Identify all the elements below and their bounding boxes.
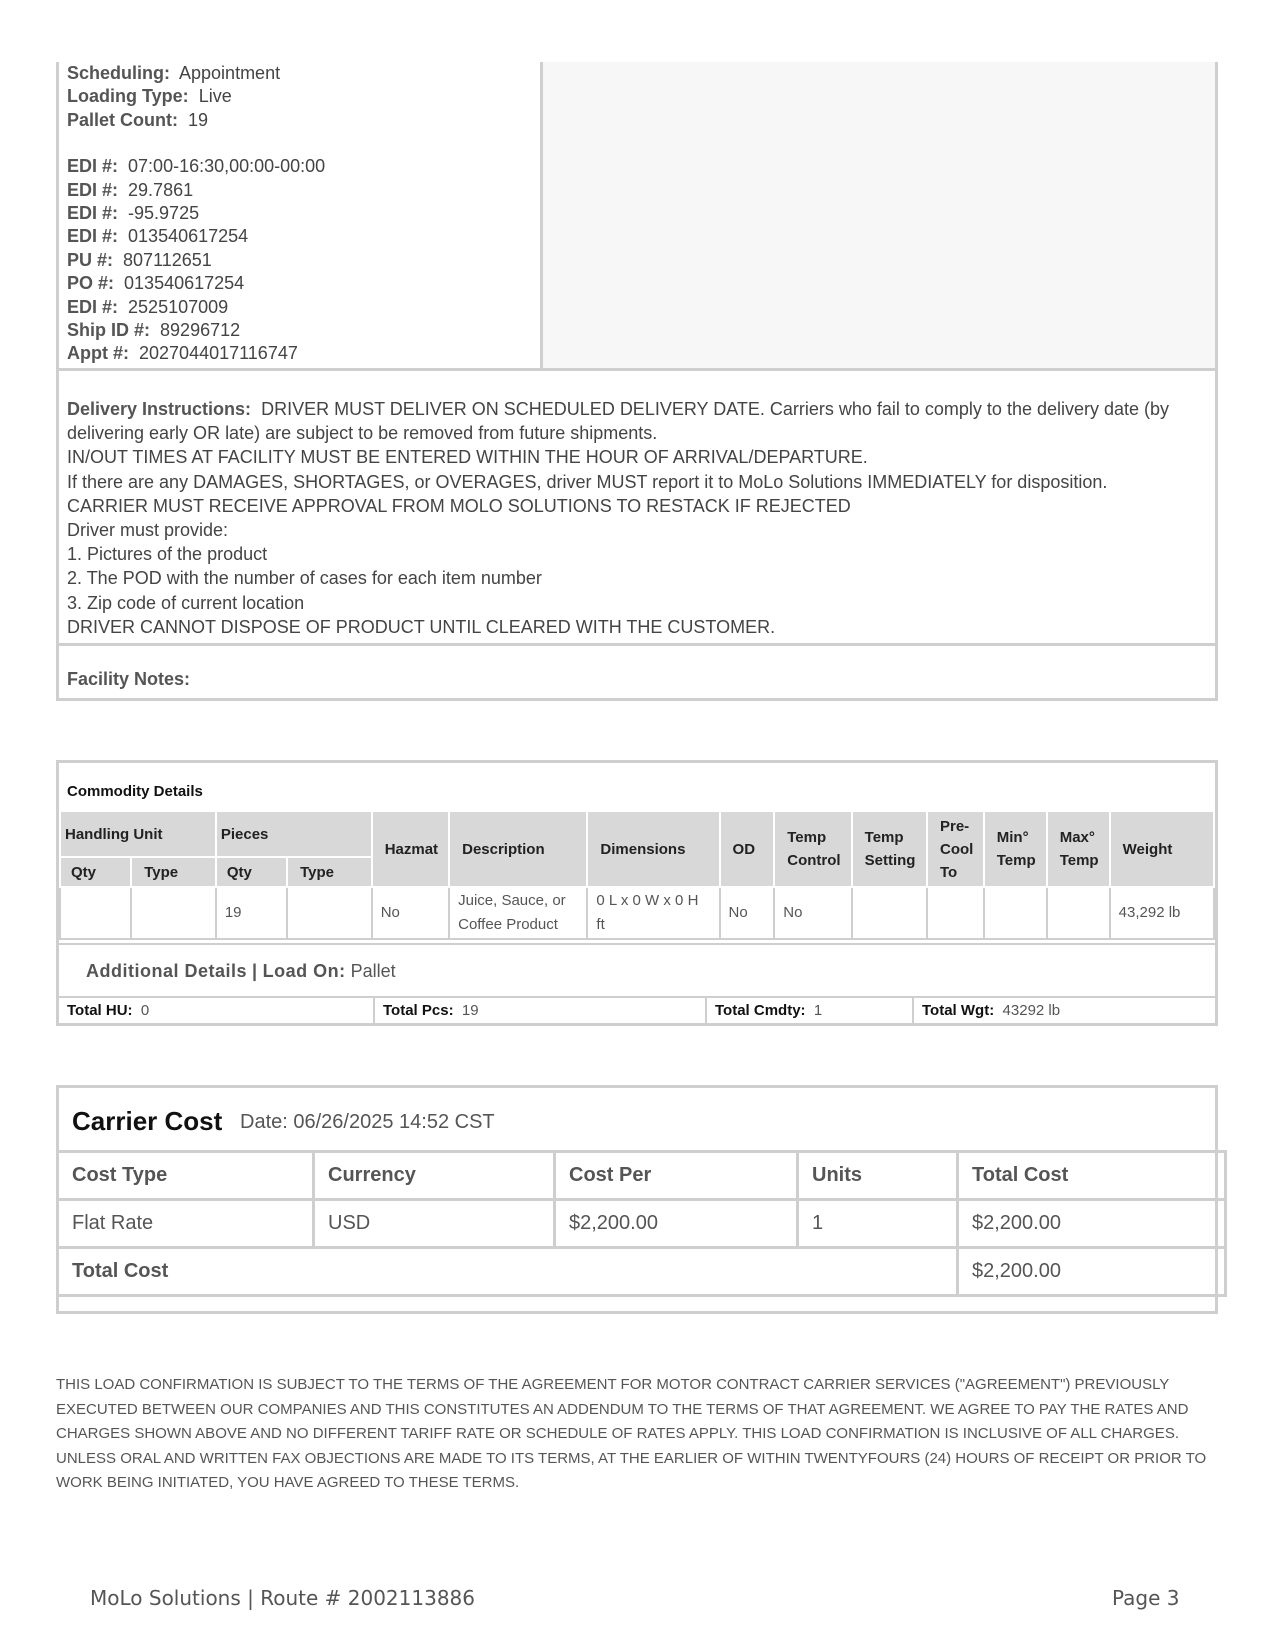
header-hazmat: Hazmat (372, 811, 449, 887)
cell-od: No (720, 887, 775, 939)
cell-temp-setting (852, 887, 927, 939)
delivery-line: 3. Zip code of current location (67, 592, 305, 613)
cost-cell-total: $2,200.00 (958, 1200, 1226, 1248)
header-min-temp: Min° Temp (984, 811, 1047, 887)
table-row (60, 887, 1214, 939)
ref-edi-2: EDI #: 29.7861 (67, 179, 194, 200)
field-loading-type: Loading Type: Live (67, 86, 232, 107)
terms-paragraph: THIS LOAD CONFIRMATION IS SUBJECT TO THE TERMS OF THE AGREEMENT FOR MOTOR CONTRACT CARRIER SERVICES ("AGREEMENT") PREVIOUSLY EXECUTED BETWEEN OUR COMPANIES AND THIS CONSTITUTES AN ADDENDUM TO THE TERMS OF THAT AGREEMENT. WE AGREE TO PAY THE RATES AND CHARGES SHOWN ABOVE AND NO DIFFERENT TARIFF RATE OR SCHEDULE OF RATES APPLY. THIS LOAD CONFIRMATION IS INCLUSIVE OF ALL CHARGES. UNLESS ORAL AND WRITTEN FAX OBJECTIONS ARE MADE TO ITS TERMS, AT THE EARLIER OF WITHIN TWENTYFOURS (24) HOURS OF RECEIPT OR PRIOR TO WORK BEING INITIATED, YOU HAVE AGREED TO THESE TERMS. (56, 1376, 1207, 1492)
delivery-line: If there are any DAMAGES, SHORTAGES, or OVERAGES, driver MUST report it to MoLo Solutions IMMEDIATELY for disposition. (67, 471, 1108, 492)
header-precool: Pre-Cool To (927, 811, 984, 887)
cost-cell-type: Flat Rate (58, 1200, 314, 1248)
footer-route: MoLo Solutions | Route # 2002113886 (90, 1586, 475, 1610)
cost-total-row (58, 1248, 1226, 1296)
field-pallet-count: Pallet Count: 19 (67, 109, 209, 130)
footer-page-number: Page 3 (1112, 1586, 1180, 1610)
commodity-grid (59, 810, 1215, 940)
delivery-line: 2. The POD with the number of cases for each item number (67, 568, 542, 589)
commodity-totals (59, 998, 1215, 1026)
cost-header-type: Cost Type (58, 1152, 314, 1200)
cost-total-value: $2,200.00 (958, 1248, 1226, 1296)
ref-appt: Appt #: 2027044017116747 (67, 343, 298, 364)
cell-pc-qty: 19 (216, 887, 287, 939)
delivery-line: DRIVER CANNOT DISPOSE OF PRODUCT UNTIL CLEARED WITH THE CUSTOMER. (67, 616, 776, 637)
total-hu: Total HU: 0 (59, 998, 375, 1026)
header-od: OD (720, 811, 775, 887)
stop-details-block (56, 62, 1218, 371)
ref-pu: PU #: 807112651 (67, 249, 212, 270)
cell-hu-type (131, 887, 216, 939)
cell-hu-qty (60, 887, 131, 939)
ref-edi-1: EDI #: 07:00-16:30,00:00-00:00 (67, 156, 326, 177)
header-description: Description (449, 811, 587, 887)
total-pcs: Total Pcs: 19 (375, 998, 707, 1026)
ref-edi-5: EDI #: 2525107009 (67, 296, 229, 317)
header-weight: Weight (1110, 811, 1214, 887)
header-hu-type: Type (131, 857, 216, 887)
delivery-line: Delivery Instructions: DRIVER MUST DELIVER ON SCHEDULED DELIVERY DATE. Carriers who fail to comply to the delivery date (by delivering early OR late) are subject to be removed from future shipments. (67, 399, 1170, 444)
header-temp-control: Temp Control (774, 811, 851, 887)
commodity-details-table (56, 760, 1218, 1026)
cost-header-units: Units (798, 1152, 958, 1200)
cell-description: Juice, Sauce, or Coffee Product (449, 887, 587, 939)
header-temp-setting: Temp Setting (852, 811, 927, 887)
cost-cell-units: 1 (798, 1200, 958, 1248)
carrier-cost-date: Date: 06/26/2025 14:52 CST (240, 1111, 495, 1133)
ref-edi-3: EDI #: -95.9725 (67, 203, 200, 224)
load-on-value: Pallet (350, 961, 396, 981)
delivery-line: IN/OUT TIMES AT FACILITY MUST BE ENTERED WITHIN THE HOUR OF ARRIVAL/DEPARTURE. (67, 447, 868, 468)
header-pieces: Pieces (216, 811, 372, 857)
delivery-line: CARRIER MUST RECEIVE APPROVAL FROM MOLO SOLUTIONS TO RESTACK IF REJECTED (67, 495, 851, 516)
cell-dimensions: 0 L x 0 W x 0 H ft (587, 887, 719, 939)
cost-cell-currency: USD (314, 1200, 555, 1248)
table-row (58, 1200, 1226, 1248)
cost-header-cost-per: Cost Per (555, 1152, 798, 1200)
carrier-cost-grid (56, 1150, 1227, 1297)
cost-total-label: Total Cost (58, 1248, 958, 1296)
cell-hazmat: No (372, 887, 449, 939)
total-cmdty: Total Cmdty: 1 (707, 998, 914, 1026)
ref-edi-4: EDI #: 013540617254 (67, 226, 249, 247)
cell-temp-control: No (774, 887, 851, 939)
cost-header-total: Total Cost (958, 1152, 1226, 1200)
field-scheduling: Scheduling: Appointment (67, 63, 281, 83)
delivery-instructions (56, 371, 1218, 646)
ref-po: PO #: 013540617254 (67, 273, 245, 294)
ref-ship-id: Ship ID #: 89296712 (67, 320, 241, 341)
delivery-line: 1. Pictures of the product (67, 544, 268, 565)
facility-notes-label: Facility Notes: (67, 669, 191, 689)
header-pc-qty: Qty (216, 857, 287, 887)
header-pc-type: Type (287, 857, 372, 887)
carrier-cost-table (56, 1085, 1218, 1314)
stop-empty-panel (543, 62, 1215, 368)
additional-details (59, 943, 1215, 998)
header-handling-unit: Handling Unit (60, 811, 216, 857)
load-on-label: Load On: (262, 961, 346, 981)
total-wgt: Total Wgt: 43292 lb (922, 1002, 1061, 1019)
additional-details-label: Additional Details (86, 961, 248, 981)
delivery-line: Driver must provide: (67, 520, 229, 541)
carrier-cost-title: Carrier Cost (72, 1106, 223, 1136)
cost-cell-cost-per: $2,200.00 (555, 1200, 798, 1248)
cell-min-temp (984, 887, 1047, 939)
cell-max-temp (1047, 887, 1110, 939)
commodity-title: Commodity Details (67, 783, 203, 800)
facility-notes (56, 646, 1218, 701)
cell-pc-type (287, 887, 372, 939)
header-hu-qty: Qty (60, 857, 131, 887)
header-max-temp: Max° Temp (1047, 811, 1110, 887)
additional-separator: | (252, 961, 258, 981)
cell-weight: 43,292 lb (1110, 887, 1214, 939)
header-dimensions: Dimensions (587, 811, 719, 887)
cell-precool (927, 887, 984, 939)
cost-header-currency: Currency (314, 1152, 555, 1200)
stop-fields-column (59, 62, 543, 368)
